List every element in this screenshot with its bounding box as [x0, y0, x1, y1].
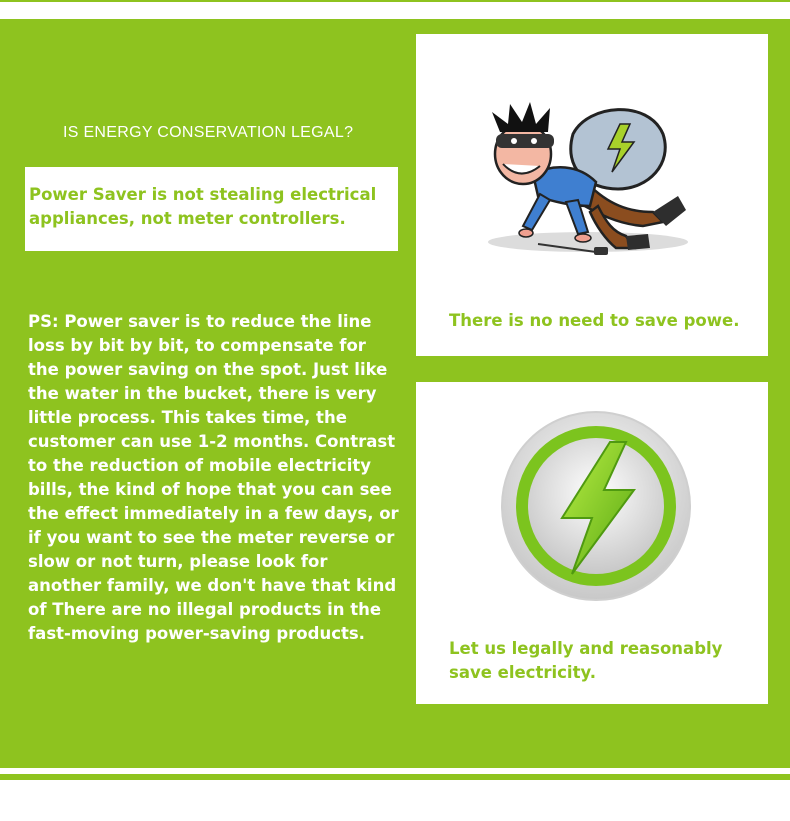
claim-box — [25, 167, 398, 251]
ps-paragraph: PS: Power saver is to reduce the line loss by bit by bit, to compensate for the power saving on the spot. Just like the water in the bucket, there is very little process. This takes time, the customer can use 1-2 months. Contrast to the reduction of mobile electricity bills, the kind of hope that you can see the effect immediately in a few days, or if you want to see the meter reverse or slow or not turn, please look for another family, we don't have that kind of There are no illegal products in the fast-moving power-saving products. — [28, 312, 399, 643]
thief-card — [416, 34, 768, 356]
electricity-thief-icon — [478, 94, 693, 284]
card-caption: There is no need to save powe. — [449, 311, 740, 330]
green-panel — [0, 19, 790, 768]
claim-text: Power Saver is not stealing electrical appliances, not meter controllers. — [29, 185, 377, 228]
bottom-divider — [0, 774, 790, 780]
top-divider — [0, 0, 790, 2]
card-caption: Let us legally and reasonably save electricity. — [449, 639, 723, 682]
bolt-card — [416, 382, 768, 704]
section-heading: IS ENERGY CONSERVATION LEGAL? — [63, 124, 354, 141]
lightning-bolt-icon — [500, 410, 692, 602]
